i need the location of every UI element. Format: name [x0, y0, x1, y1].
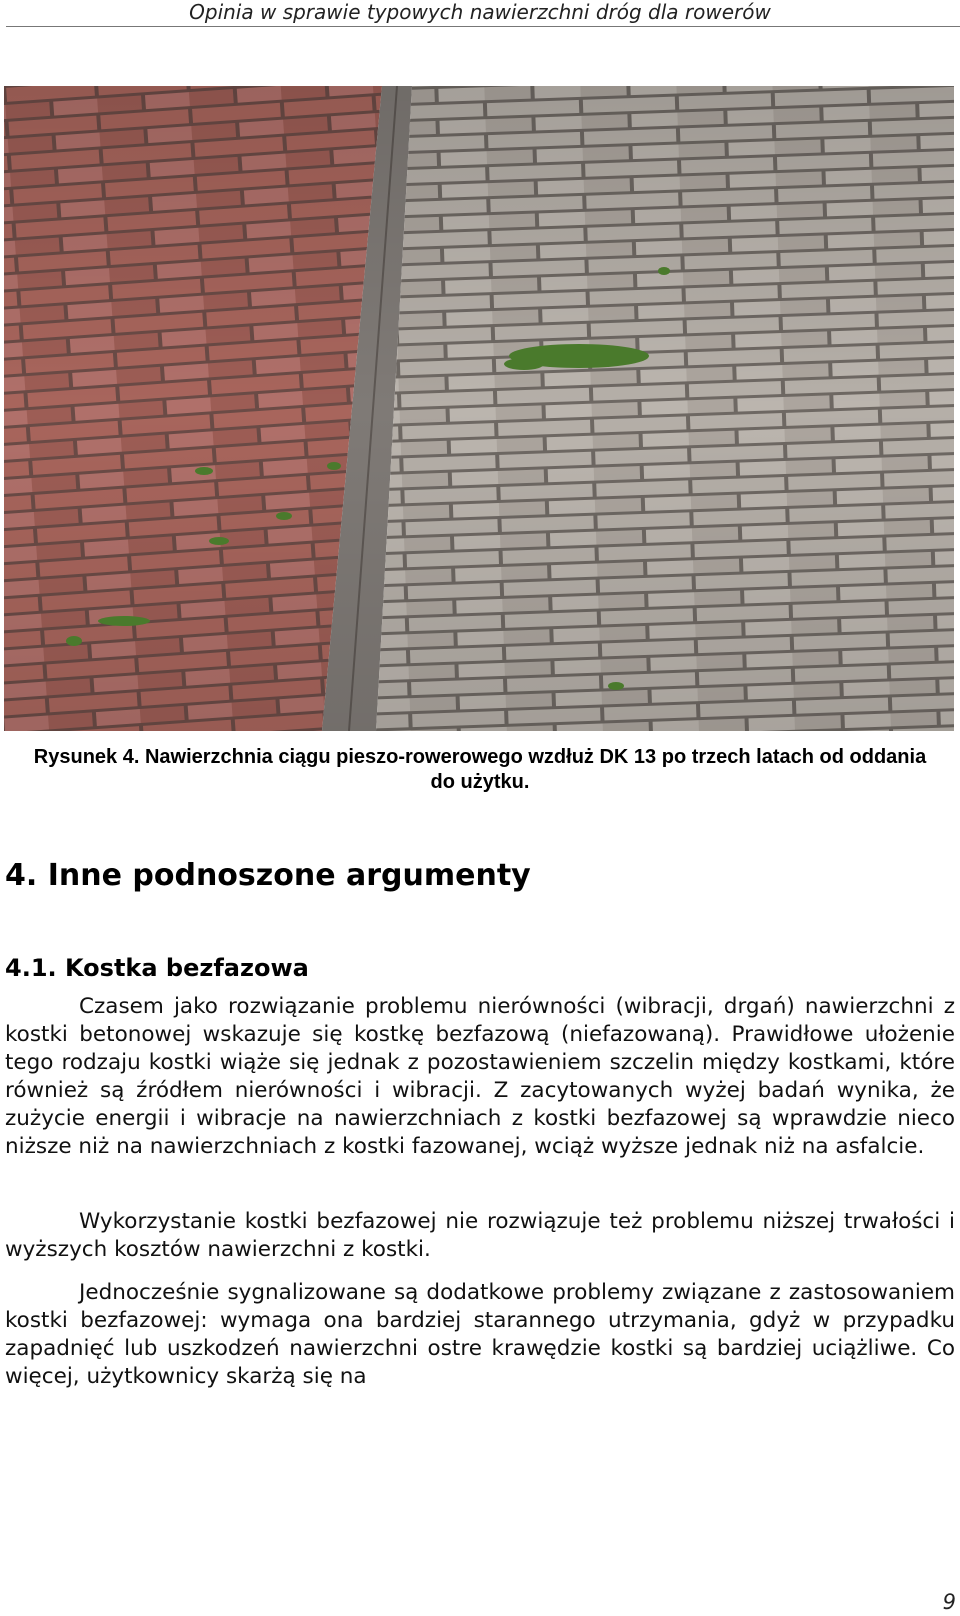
paragraph: Jednocześnie sygnalizowane są dodatkowe problemy związane z zastosowaniem kostki bezfazowej: wymaga ona bardziej starannego utrzymania, gdyż w przypadku zapadnięć lub uszkodzeń nawierzchni ostre krawędzie kostki są bardziej uciążliwe. Co więcej, użytkownicy skarżą się na — [5, 1280, 955, 1389]
section-heading: 4. Inne podnoszone argumenty — [5, 858, 531, 893]
paragraph: Wykorzystanie kostki bezfazowej nie rozwiązuje też problemu niższej trwałości i wyższych kosztów nawierzchni z kostki. — [5, 1209, 955, 1262]
paragraph: Czasem jako rozwiązanie problemu nierówności (wibracji, drgań) nawierzchni z kostki betonowej wskazuje się kostkę bezfazową (niefazowaną). Prawidłowe ułożenie tego rodzaju kostki wiąże się jednak z pozostawieniem szczelin między kostkami, które również są źródłem nierówności i wibracji. Z zacytowanych wyżej badań wynika, że zużycie energii i wibracje na nawierzchniach z kostki bezfazowej są wprawdzie nieco niższe niż na nawierzchniach z kostki fazowanej, wciąż wyższe jednak niż na asfalcie. — [5, 994, 955, 1159]
paving-photo — [4, 86, 954, 731]
figure-caption: Rysunek 4. Nawierzchnia ciągu pieszo-rowerowego wzdłuż DK 13 po trzech latach od oddania do użytku. — [33, 746, 927, 793]
running-header: Opinia w sprawie typowych nawierzchni dróg dla rowerów — [189, 0, 771, 24]
header-divider — [6, 26, 960, 27]
page-number: 9 — [942, 1590, 956, 1614]
subsection-heading: 4.1. Kostka bezfazowa — [5, 954, 309, 982]
